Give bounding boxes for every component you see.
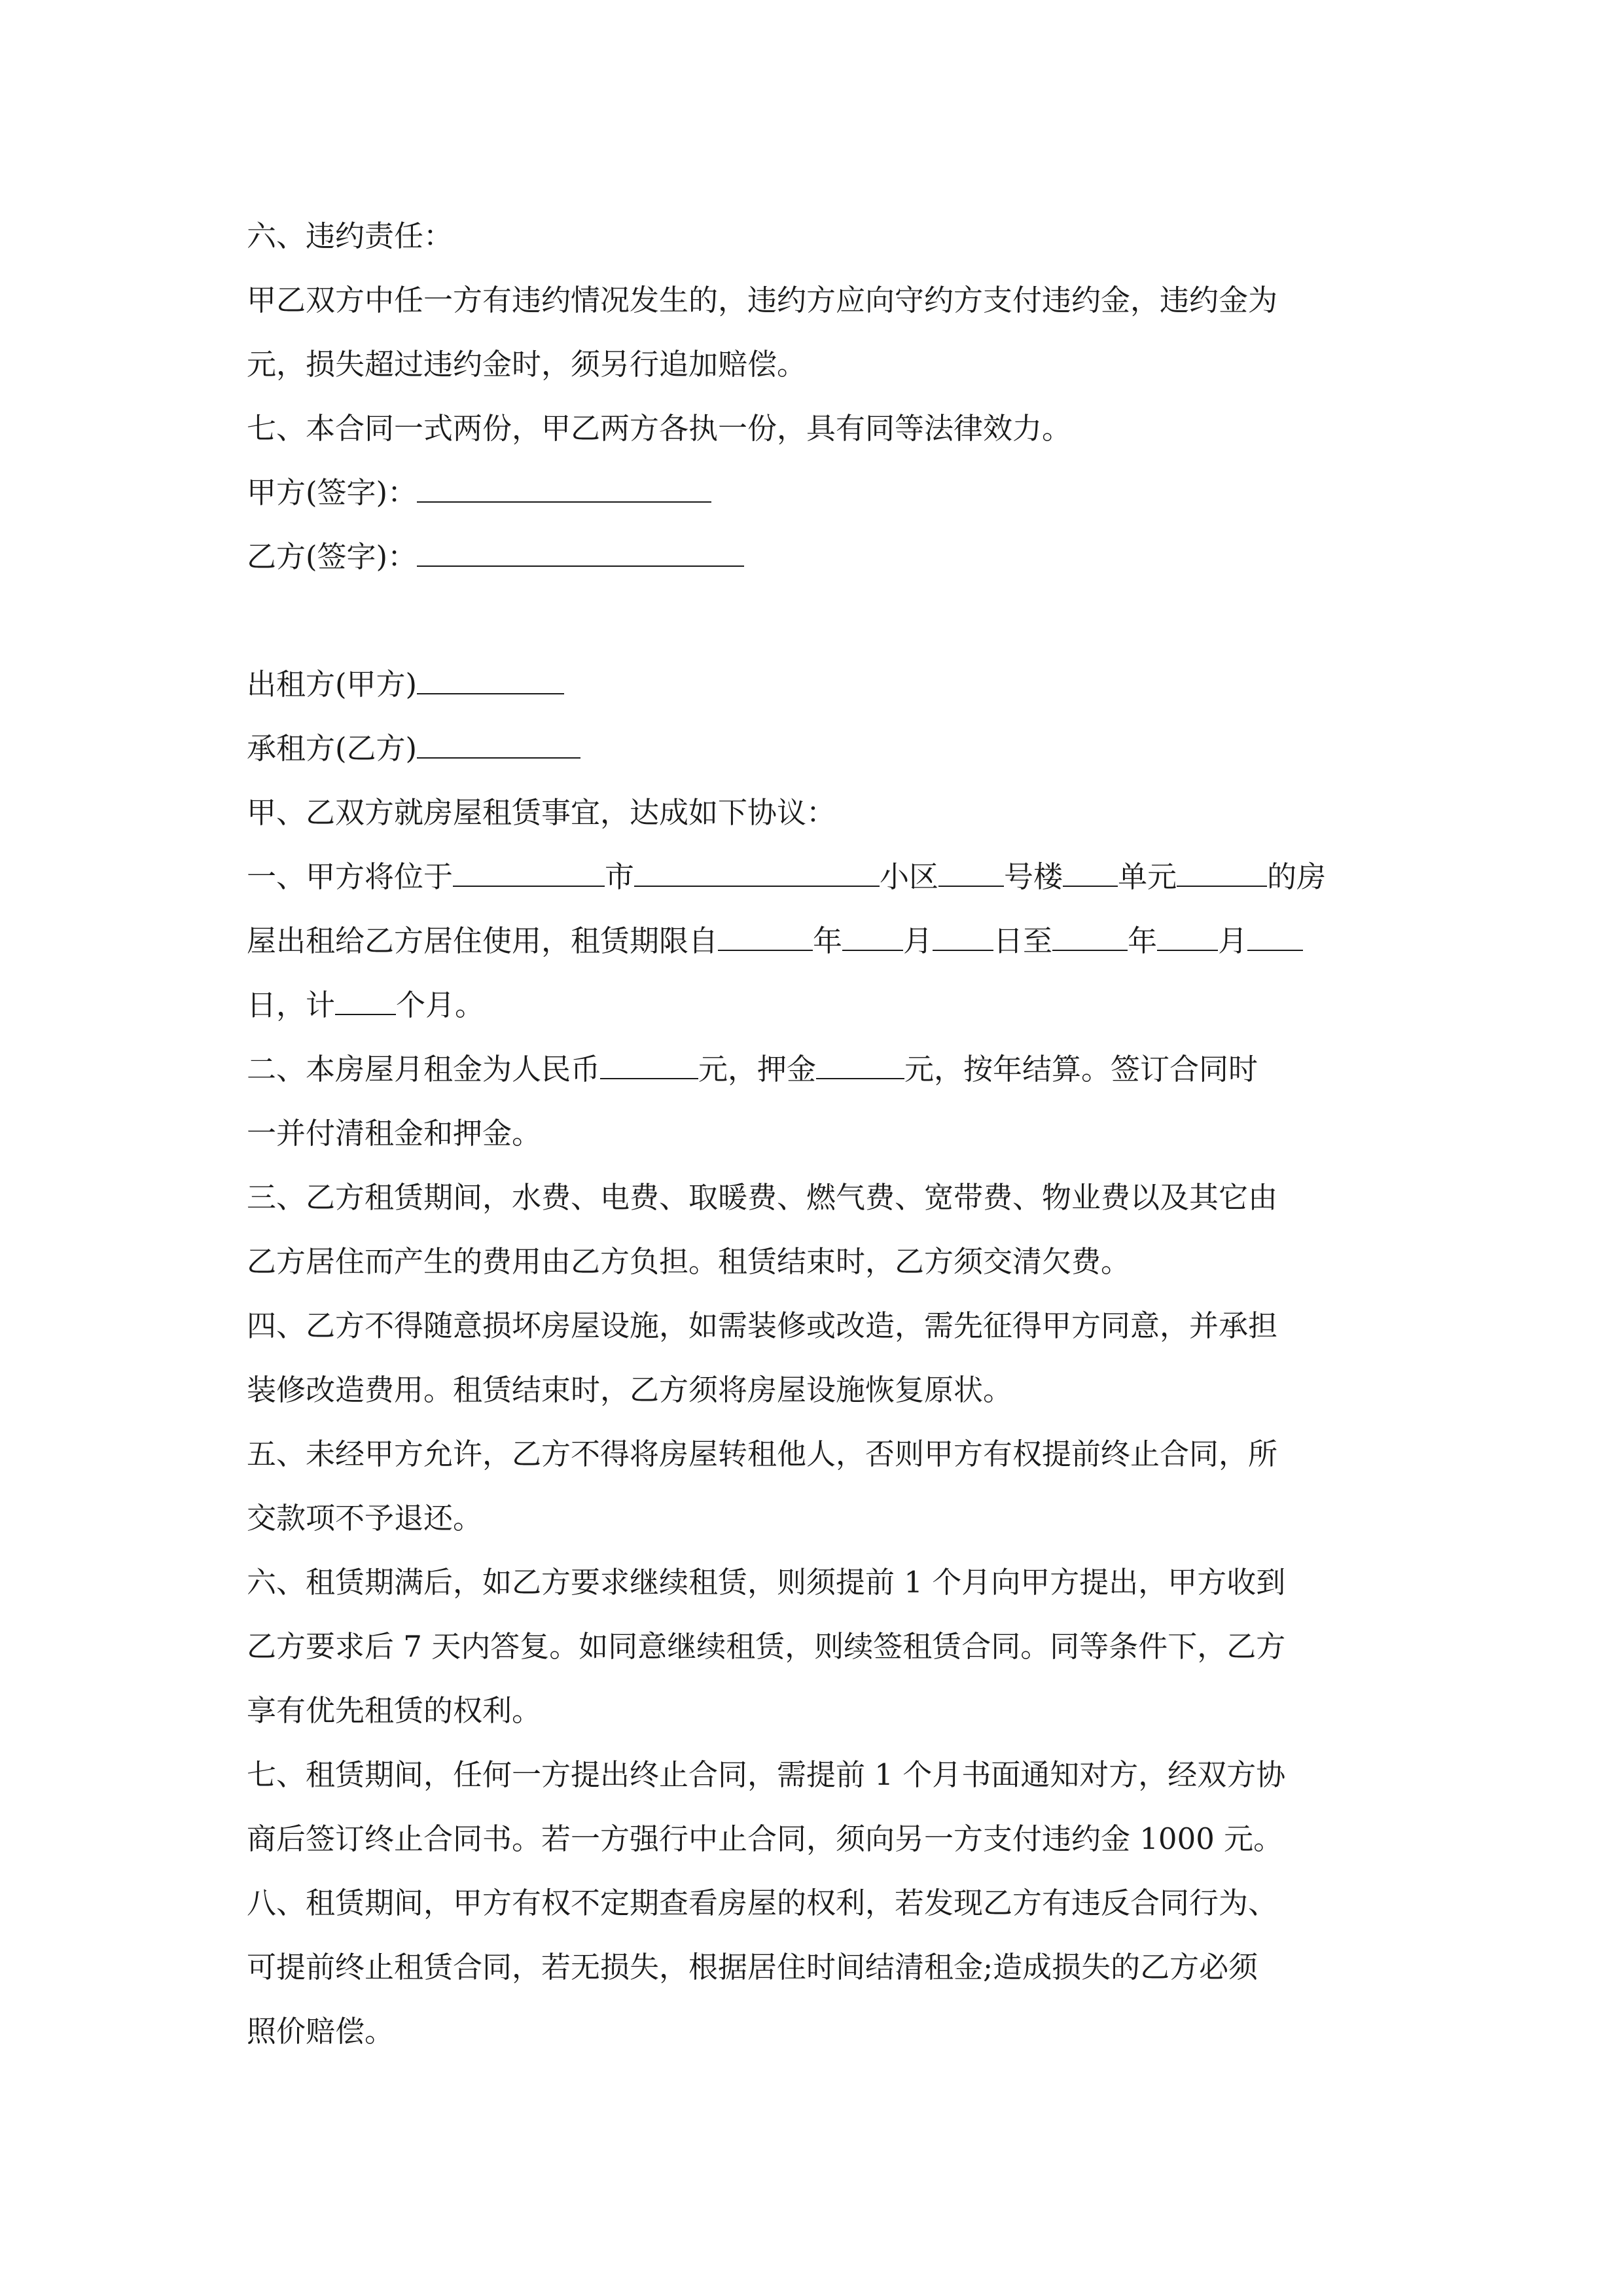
- end-month-blank[interactable]: [1157, 925, 1218, 951]
- text-span: 乙方要求后 7 天内答复。如同意继续租赁，则续签租赁合同。同等条件下，乙方: [247, 1629, 1286, 1664]
- clause-6-breach-heading: 六、违约责任：: [247, 219, 454, 253]
- text-line: [247, 909, 1389, 973]
- lessee-label: 承租方(乙方): [247, 731, 418, 766]
- text-span: 照价赔偿。: [247, 2014, 395, 2049]
- building-blank[interactable]: [938, 861, 1004, 887]
- text-span: 屋出租给乙方居住使用，租赁期限自: [247, 924, 719, 958]
- text-span: 一并付清租金和押金。: [247, 1116, 542, 1151]
- text-span: 单元: [1118, 859, 1177, 894]
- text-span: 四、乙方不得随意损坏房屋设施，如需装修或改造，需先征得甲方同意，并承担: [247, 1308, 1278, 1343]
- text-span: 号楼: [1004, 859, 1063, 894]
- text-line: [247, 204, 1389, 268]
- party-b-signature-blank[interactable]: [417, 541, 744, 567]
- text-line: [247, 845, 1389, 909]
- text-line: [247, 1230, 1389, 1294]
- text-span: 元，损失超过违约金时，须另行追加赔偿。: [247, 347, 807, 382]
- text-line: [247, 1807, 1389, 1871]
- text-line: [247, 1871, 1389, 1935]
- city-blank[interactable]: [453, 861, 605, 887]
- party-a-signature-line: [247, 461, 1389, 525]
- party-a-signature-blank[interactable]: [417, 476, 711, 503]
- text-span: 的房: [1267, 859, 1327, 894]
- lessee-blank[interactable]: [417, 732, 580, 759]
- text-span: 元，按年结算。签订合同时: [904, 1052, 1258, 1086]
- text-span: 七、租赁期间，任何一方提出终止合同，需提前 1 个月书面通知对方，经双方协: [247, 1757, 1286, 1792]
- text-line: [247, 268, 1389, 332]
- end-year-blank[interactable]: [1052, 925, 1128, 951]
- text-span: 三、乙方租赁期间，水费、电费、取暖费、燃气费、宽带费、物业费以及其它由: [247, 1180, 1278, 1215]
- unit-blank[interactable]: [1063, 861, 1118, 887]
- text-line: [247, 1486, 1389, 1551]
- party-b-signature-line: [247, 525, 1389, 589]
- text-line: [247, 1294, 1389, 1358]
- text-span: 装修改造费用。租赁结束时，乙方须将房屋设施恢复原状。: [247, 1372, 1013, 1407]
- end-day-blank[interactable]: [1247, 925, 1303, 951]
- section-gap: [247, 589, 1389, 653]
- text-line: [247, 1615, 1389, 1679]
- text-span: 商后签订终止合同书。若一方强行中止合同，须向另一方支付违约金 1000 元。: [247, 1821, 1283, 1856]
- text-span: 市: [605, 859, 635, 894]
- party-b-signature-label: 乙方(签字)：: [247, 539, 418, 574]
- text-line: [247, 1102, 1389, 1166]
- text-span: 日，计: [247, 988, 336, 1022]
- text-span: 年: [1128, 924, 1158, 958]
- lessor-line: [247, 653, 1389, 717]
- text-span: 甲乙双方中任一方有违约情况发生的，违约方应向守约方支付违约金，违约金为: [247, 283, 1278, 317]
- start-month-blank[interactable]: [842, 925, 903, 951]
- text-span: 月: [903, 924, 933, 958]
- deposit-blank[interactable]: [816, 1053, 904, 1079]
- text-line: [247, 1037, 1389, 1102]
- text-span: 可提前终止租赁合同，若无损失，根据居住时间结清租金;造成损失的乙方必须: [247, 1950, 1258, 1984]
- text-span: 享有优先租赁的权利。: [247, 1693, 542, 1728]
- contract-body: [247, 204, 1389, 2064]
- text-span: 月: [1218, 924, 1248, 958]
- room-blank[interactable]: [1177, 861, 1267, 887]
- text-line: [247, 1551, 1389, 1615]
- text-span: 五、未经甲方允许，乙方不得将房屋转租他人，否则甲方有权提前终止合同，所: [247, 1437, 1278, 1471]
- text-line: [247, 1679, 1389, 1743]
- text-line: [247, 332, 1389, 397]
- total-months-blank[interactable]: [335, 989, 396, 1015]
- agreement-intro: 甲、乙双方就房屋租赁事宜，达成如下协议：: [247, 795, 836, 830]
- text-span: 元，押金: [698, 1052, 817, 1086]
- text-line: [247, 781, 1389, 845]
- text-line: [247, 1422, 1389, 1486]
- text-span: 小区: [880, 859, 939, 894]
- lessee-line: [247, 717, 1389, 781]
- text-line: [247, 1166, 1389, 1230]
- text-span: 日至: [993, 924, 1053, 958]
- text-line: [247, 2000, 1389, 2064]
- text-span: 六、租赁期满后，如乙方要求继续租赁，则须提前 1 个月向甲方提出，甲方收到: [247, 1565, 1286, 1600]
- text-span: 二、本房屋月租金为人民币: [247, 1052, 601, 1086]
- clause-7-copies: 七、本合同一式两份，甲乙两方各执一份，具有同等法律效力。: [247, 411, 1072, 446]
- party-a-signature-label: 甲方(签字)：: [247, 475, 418, 510]
- start-year-blank[interactable]: [718, 925, 813, 951]
- text-span: 年: [813, 924, 843, 958]
- text-span: 一、甲方将位于: [247, 859, 454, 894]
- text-span: 交款项不予退还。: [247, 1501, 483, 1535]
- start-day-blank[interactable]: [933, 925, 993, 951]
- text-line: [247, 1743, 1389, 1807]
- text-span: 乙方居住而产生的费用由乙方负担。租赁结束时，乙方须交清欠费。: [247, 1244, 1131, 1279]
- monthly-rent-blank[interactable]: [600, 1053, 698, 1079]
- text-line: [247, 1358, 1389, 1422]
- text-line: [247, 973, 1389, 1037]
- text-span: 八、租赁期间，甲方有权不定期查看房屋的权利，若发现乙方有违反合同行为、: [247, 1886, 1278, 1920]
- lessor-blank[interactable]: [417, 668, 564, 694]
- text-line: [247, 1935, 1389, 2000]
- community-blank[interactable]: [634, 861, 880, 887]
- text-span: 个月。: [396, 988, 485, 1022]
- text-line: [247, 397, 1389, 461]
- lessor-label: 出租方(甲方): [247, 667, 418, 702]
